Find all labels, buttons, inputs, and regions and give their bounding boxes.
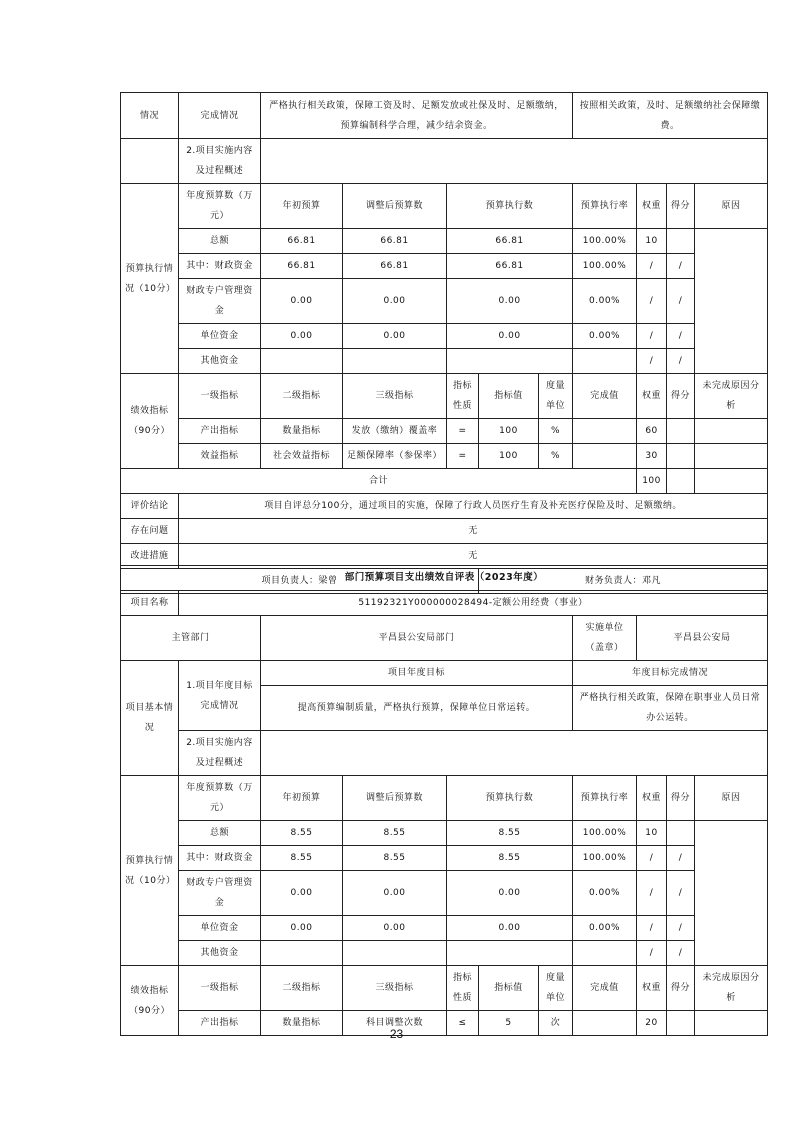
- perf-done: [573, 419, 637, 444]
- perf-header-unit: 度量单位: [539, 374, 573, 419]
- row-weight: /: [637, 916, 667, 941]
- evaluation-table-continued: [120, 92, 768, 594]
- perf-done: [573, 444, 637, 469]
- row-weight: /: [637, 941, 667, 966]
- perf-header-score: 得分: [667, 374, 695, 419]
- row-adjusted: [343, 941, 447, 966]
- budget-section-label: 预算执行情况（10分）: [121, 776, 179, 966]
- row-label: 其中：财政资金: [179, 846, 261, 871]
- perf-header-l3: 三级指标: [343, 374, 447, 419]
- row-initial: 66.81: [261, 229, 343, 254]
- reason-cell: [695, 821, 768, 966]
- row-rate: 100.00%: [573, 846, 637, 871]
- header-initial: 年初预算: [261, 776, 343, 821]
- row-label: 财政专户管理资金: [179, 279, 261, 324]
- perf-l1: 产出指标: [179, 419, 261, 444]
- perf-l3: 发放（缴纳）覆盖率: [343, 419, 447, 444]
- row-weight: /: [637, 846, 667, 871]
- impl-unit-value: 平昌县公安局: [637, 616, 768, 661]
- row-rate: [573, 941, 637, 966]
- perf-weight: 20: [637, 1011, 667, 1036]
- perf-header-done: 完成值: [573, 374, 637, 419]
- row-initial: 0.00: [261, 871, 343, 916]
- row-score: [667, 229, 695, 254]
- row-exec: 66.81: [447, 229, 573, 254]
- perf-header-reason: 未完成原因分析: [695, 966, 768, 1011]
- perf-header-done: 完成值: [573, 966, 637, 1011]
- row-initial: 0.00: [261, 324, 343, 349]
- row-label: 其他资金: [179, 941, 261, 966]
- eval-text: 项目自评总分100分，通过项目的实施，保障了行政人员医疗生育及补充医疗保险及时、足额缴纳。: [179, 494, 768, 519]
- finance-leader: 财务负责人：邓凡: [479, 569, 768, 594]
- perf-unit: 次: [539, 1011, 573, 1036]
- goal-text: 提高预算编制质量，严格执行预算，保障单位日常运转。: [261, 686, 573, 731]
- perf-l2: 社会效益指标: [261, 444, 343, 469]
- page-number: 23: [389, 1027, 404, 1041]
- row-initial: 0.00: [261, 279, 343, 324]
- perf-header-l1: 一级指标: [179, 374, 261, 419]
- perf-unit: %: [539, 444, 573, 469]
- evaluation-table: [120, 565, 768, 1036]
- row-label: 总额: [179, 229, 261, 254]
- issue-label: 存在问题: [121, 519, 179, 544]
- issue-text: 无: [179, 519, 768, 544]
- total-weight: 100: [637, 469, 667, 494]
- perf-header-unit: 度量单位: [539, 966, 573, 1011]
- eval-label: 评价结论: [121, 494, 179, 519]
- row-label: 总额: [179, 821, 261, 846]
- goal-label: 1.项目年度目标完成情况: [179, 661, 261, 731]
- perf-header-l2: 二级指标: [261, 966, 343, 1011]
- header-reason: 原因: [695, 776, 768, 821]
- row-score: /: [667, 941, 695, 966]
- row-weight: /: [637, 349, 667, 374]
- row-rate: 0.00%: [573, 871, 637, 916]
- perf-value: 5: [479, 1011, 539, 1036]
- year-goal-done-header: 年度目标完成情况: [573, 661, 768, 686]
- row-adjusted: 66.81: [343, 229, 447, 254]
- row-label: 单位资金: [179, 916, 261, 941]
- header-fund: 年度预算数（万元）: [179, 184, 261, 229]
- header-fund: 年度预算数（万元）: [179, 776, 261, 821]
- row-initial: 0.00: [261, 916, 343, 941]
- header-score: 得分: [667, 184, 695, 229]
- perf-header-weight: 权重: [637, 374, 667, 419]
- completion-text: 严格执行相关政策，保障工资及时、足额发放或社保及时、足额缴纳，预算编制科学合理，减少结余资金。: [261, 93, 573, 139]
- row-exec: 8.55: [447, 821, 573, 846]
- row-score: /: [667, 254, 695, 279]
- row-initial: [261, 349, 343, 374]
- row-rate: [573, 349, 637, 374]
- perf-header-nature: 指标性质: [447, 374, 479, 419]
- row-weight: 10: [637, 229, 667, 254]
- project-leader: 项目负责人：梁曾: [121, 569, 479, 594]
- perf-nature: =: [447, 419, 479, 444]
- perf-unit: %: [539, 419, 573, 444]
- row-adjusted: 0.00: [343, 324, 447, 349]
- impl-content: [261, 731, 768, 776]
- row-adjusted: 0.00: [343, 279, 447, 324]
- row-exec: 8.55: [447, 846, 573, 871]
- impl-label: 2.项目实施内容及过程概述: [179, 139, 261, 184]
- budget-section-label: 预算执行情况（10分）: [121, 184, 179, 374]
- perf-l3: 科目调整次数: [343, 1011, 447, 1036]
- row-initial: [261, 941, 343, 966]
- perf-reason: [695, 444, 768, 469]
- impl-label: 2.项目实施内容及过程概述: [179, 731, 261, 776]
- perf-l2: 数量指标: [261, 419, 343, 444]
- row-exec: 0.00: [447, 324, 573, 349]
- completion-label: 完成情况: [179, 93, 261, 139]
- row-weight: 10: [637, 821, 667, 846]
- row-rate: 100.00%: [573, 229, 637, 254]
- header-initial: 年初预算: [261, 184, 343, 229]
- perf-value: 100: [479, 419, 539, 444]
- row-weight: /: [637, 871, 667, 916]
- row-label: 单位资金: [179, 324, 261, 349]
- row-initial: 66.81: [261, 254, 343, 279]
- perf-header-value: 指标值: [479, 966, 539, 1011]
- row-rate: 100.00%: [573, 254, 637, 279]
- perf-header-reason: 未完成原因分析: [695, 374, 768, 419]
- header-exec: 预算执行数: [447, 776, 573, 821]
- improve-label: 改进措施: [121, 544, 179, 569]
- header-weight: 权重: [637, 184, 667, 229]
- perf-header-score: 得分: [667, 966, 695, 1011]
- perf-header-l3: 三级指标: [343, 966, 447, 1011]
- header-rate: 预算执行率: [573, 776, 637, 821]
- header-score: 得分: [667, 776, 695, 821]
- perf-nature: =: [447, 444, 479, 469]
- header-exec: 预算执行数: [447, 184, 573, 229]
- row-label: 其他资金: [179, 349, 261, 374]
- row-exec: 66.81: [447, 254, 573, 279]
- year-goal-header: 项目年度目标: [261, 661, 573, 686]
- row-rate: 100.00%: [573, 821, 637, 846]
- perf-value: 100: [479, 444, 539, 469]
- empty-cell: [121, 139, 179, 184]
- row-score: /: [667, 871, 695, 916]
- basic-info-label: 项目基本情况: [121, 661, 179, 776]
- situation-label: 情况: [121, 93, 179, 139]
- header-rate: 预算执行率: [573, 184, 637, 229]
- total-label: 合计: [121, 469, 637, 494]
- perf-score: [667, 419, 695, 444]
- row-exec: [447, 349, 573, 374]
- row-exec: 0.00: [447, 871, 573, 916]
- header-weight: 权重: [637, 776, 667, 821]
- perf-l2: 数量指标: [261, 1011, 343, 1036]
- row-exec: 0.00: [447, 279, 573, 324]
- perf-section-label: 绩效指标（90分）: [121, 966, 179, 1036]
- row-adjusted: 0.00: [343, 871, 447, 916]
- perf-header-nature: 指标性质: [447, 966, 479, 1011]
- impl-unit-label: 实施单位（盖章）: [573, 616, 637, 661]
- perf-l1: 产出指标: [179, 1011, 261, 1036]
- table-title: 部门预算项目支出绩效自评表（2023年度）: [121, 566, 768, 591]
- row-exec: 0.00: [447, 916, 573, 941]
- row-exec: [447, 941, 573, 966]
- perf-l1: 效益指标: [179, 444, 261, 469]
- dept-value: 平昌县公安局部门: [261, 616, 573, 661]
- perf-section-label: 绩效指标（90分）: [121, 374, 179, 469]
- row-score: /: [667, 349, 695, 374]
- row-label: 财政专户管理资金: [179, 871, 261, 916]
- total-reason: [695, 469, 768, 494]
- row-score: /: [667, 916, 695, 941]
- row-score: [667, 821, 695, 846]
- row-rate: 0.00%: [573, 279, 637, 324]
- row-adjusted: 0.00: [343, 916, 447, 941]
- impl-content: [261, 139, 768, 184]
- reason-cell: [695, 229, 768, 374]
- dept-label: 主管部门: [121, 616, 261, 661]
- project-name-label: 项目名称: [121, 591, 179, 616]
- row-adjusted: 8.55: [343, 821, 447, 846]
- improve-text: 无: [179, 544, 768, 569]
- header-adjusted: 调整后预算数: [343, 776, 447, 821]
- row-weight: /: [637, 279, 667, 324]
- row-initial: 8.55: [261, 821, 343, 846]
- perf-header-l1: 一级指标: [179, 966, 261, 1011]
- header-reason: 原因: [695, 184, 768, 229]
- perf-weight: 30: [637, 444, 667, 469]
- completion-right-text: 按照相关政策，及时、足额缴纳社会保障缴费。: [573, 93, 768, 139]
- row-label: 其中：财政资金: [179, 254, 261, 279]
- project-name-value: 51192321Y000000028494-定额公用经费（事业）: [179, 591, 768, 616]
- row-rate: 0.00%: [573, 916, 637, 941]
- perf-header-weight: 权重: [637, 966, 667, 1011]
- perf-l3: 足额保障率（参保率）: [343, 444, 447, 469]
- row-rate: 0.00%: [573, 324, 637, 349]
- row-initial: 8.55: [261, 846, 343, 871]
- row-adjusted: 8.55: [343, 846, 447, 871]
- row-weight: /: [637, 324, 667, 349]
- row-score: /: [667, 846, 695, 871]
- row-adjusted: 66.81: [343, 254, 447, 279]
- row-weight: /: [637, 254, 667, 279]
- perf-reason: [695, 419, 768, 444]
- perf-header-value: 指标值: [479, 374, 539, 419]
- row-score: /: [667, 324, 695, 349]
- perf-nature: ≤: [447, 1011, 479, 1036]
- perf-score: [667, 444, 695, 469]
- row-score: /: [667, 279, 695, 324]
- perf-weight: 60: [637, 419, 667, 444]
- header-adjusted: 调整后预算数: [343, 184, 447, 229]
- row-adjusted: [343, 349, 447, 374]
- perf-header-l2: 二级指标: [261, 374, 343, 419]
- goal-done-text: 严格执行相关政策，保障在职事业人员日常办公运转。: [573, 686, 768, 731]
- total-score: [667, 469, 695, 494]
